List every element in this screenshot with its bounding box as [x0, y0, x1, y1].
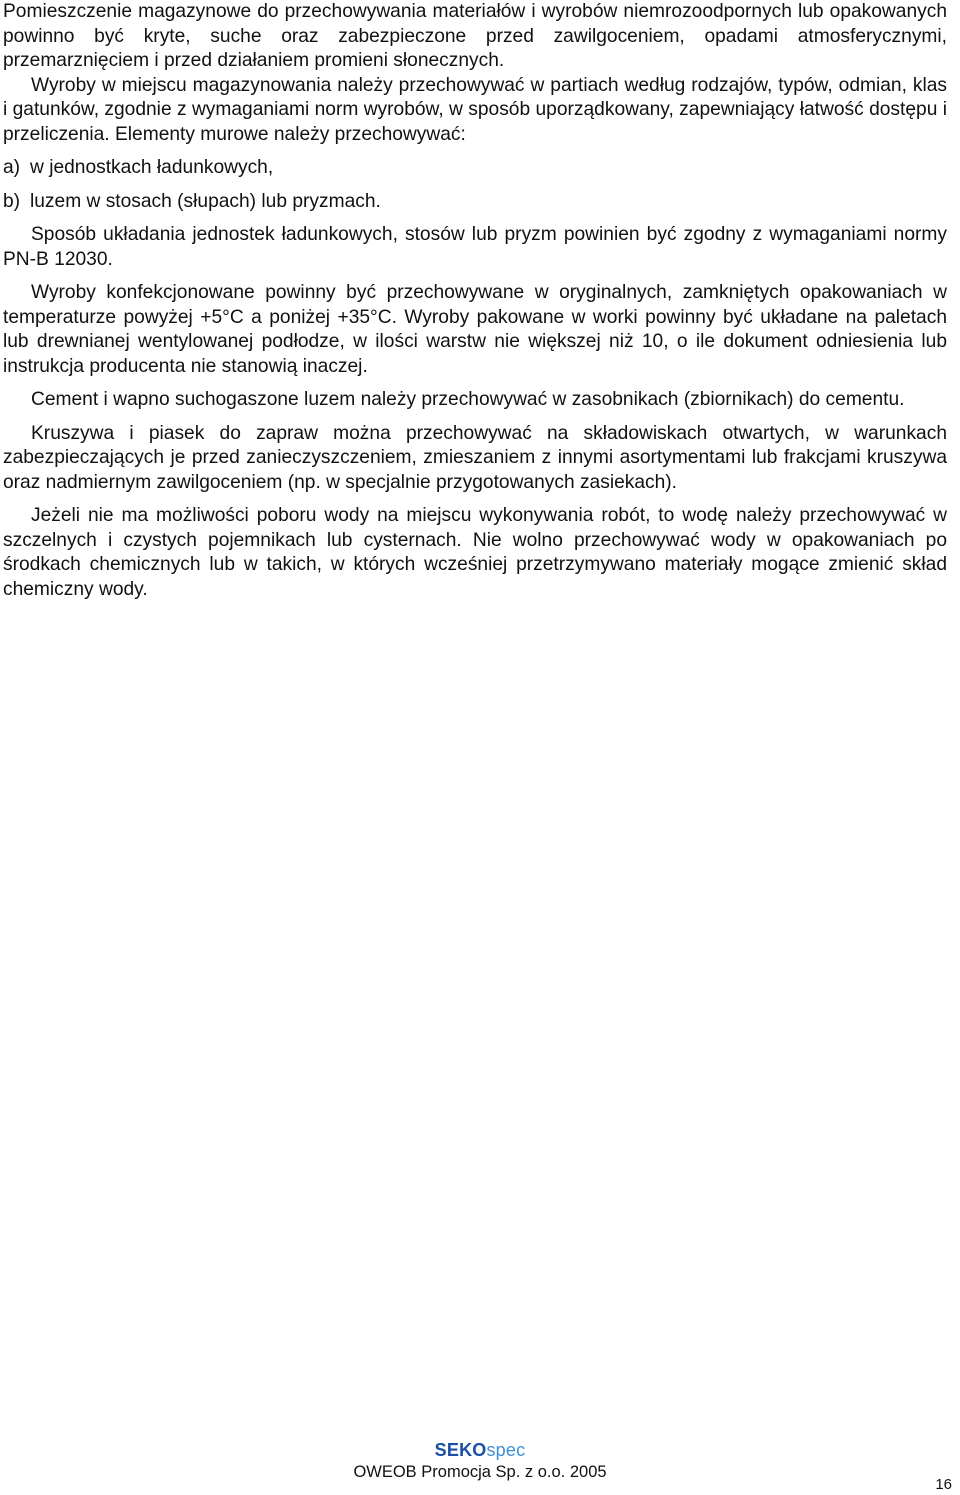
page-number: 16	[935, 1476, 952, 1493]
list-item	[3, 156, 947, 181]
logo-text-secondary: spec	[486, 1440, 526, 1460]
paragraph-storage-of-products: Wyroby w miejscu magazynowania należy przechowywać w partiach według rodzajów, typów, odmian, klas i gatunków, zgodnie z wymaganiami norm wyrobów, w sposób uporządkowany, zapewniający łatwość dostępu i przeliczenia. Elementy murowe należy przechowywać:	[3, 74, 947, 145]
list-marker: b)	[3, 190, 21, 212]
document-body	[3, 0, 947, 602]
paragraph-storage-room: Pomieszczenie magazynowe do przechowywania materiałów i wyrobów niemrozoodpornych lub opakowanych powinno być kryte, suche oraz zabezpieczone przed zawilgoceniem, opadami atmosferycznymi, przemarznięciem i przed działaniem promieni słonecznych.	[3, 1, 947, 71]
list-item	[3, 190, 947, 215]
footer-company: OWEOB Promocja Sp. z o.o. 2005	[353, 1463, 607, 1481]
logo-text-primary: SEKO	[434, 1440, 487, 1460]
list-item-text: luzem w stosach (słupach) lub pryzmach.	[30, 190, 381, 212]
list-item-text: w jednostkach ładunkowych,	[30, 157, 274, 178]
paragraph-cement-lime: Cement i wapno suchogaszone luzem należy przechowywać w zasobnikach (zbiornikach) do cementu.	[31, 389, 905, 410]
paragraph-water-storage: Jeżeli nie ma możliwości poboru wody na miejscu wykonywania robót, to wodę należy przechowywać w szczelnych i czystych pojemnikach lub cysternach. Nie wolno przechowywać wody w opakowaniach po środkach chemicznych lub w takich, w których wcześniej przetrzymywano materiały mogące zmienić skład chemiczny wody.	[3, 505, 947, 600]
paragraph-aggregates-sand: Kruszywa i piasek do zapraw można przechowywać na składowiskach otwartych, w warunkach zabezpieczających je przed zanieczyszczeniem, zmieszaniem z innymi asortymentami lub frakcjami kruszywa oraz nadmiernym zawilgoceniem (np. w specjalnie przygotowanych zasiekach).	[3, 422, 947, 493]
paragraph-stacking-method: Sposób układania jednostek ładunkowych, stosów lub pryzm powinien być zgodny z wymaganiami normy PN-B 12030.	[3, 224, 947, 270]
list-marker: a)	[3, 157, 21, 178]
paragraph-packaged-products: Wyroby konfekcjonowane powinny być przechowywane w oryginalnych, zamkniętych opakowaniach w temperaturze powyżej +5°C a poniżej +35°C. Wyroby pakowane w worki powinny być układane na paletach lub drewnianej wentylowanej podłodze, w ilości warstw nie większej niż 10, o ile dokument odniesienia lub instrukcja producenta nie stanowią inaczej.	[3, 282, 947, 377]
sekospec-logo	[0, 1440, 960, 1461]
